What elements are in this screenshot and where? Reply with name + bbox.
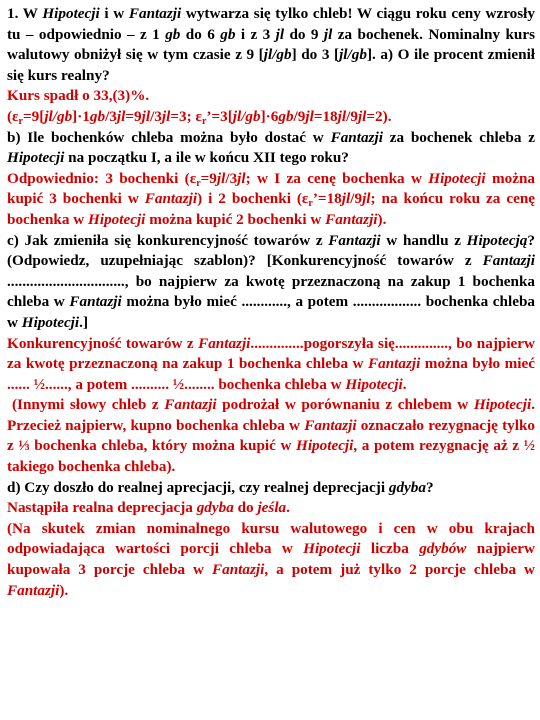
text-run: w handlu z <box>380 231 467 249</box>
italic-term: Hipotecji <box>428 169 486 187</box>
text-run: Kurs spadł o 33,(3)%. <box>7 87 150 105</box>
text-run: , a potem rezygnację aż z ½ takiego bochenka chleba). <box>7 437 535 476</box>
text-run: ’=3[ <box>206 107 233 125</box>
text-run: =9 <box>200 169 217 187</box>
italic-term: jl <box>237 169 246 187</box>
text-run: ..............pogorszyła się.............., bo najpierw za kwotę przeznaczoną na zakup 1 bochenka chleba w <box>7 334 535 373</box>
text-run: ]. a) O ile procent zmienił się kurs realny? <box>7 46 536 84</box>
text-run: można kupić 3 bochenki w <box>7 169 535 208</box>
italic-term: jl <box>161 107 171 125</box>
italic-term: jl <box>323 25 333 43</box>
text-run: =2). <box>366 107 392 125</box>
text-run: =9 <box>125 107 142 125</box>
paragraph-a1 <box>7 86 535 107</box>
italic-term: jl/gb <box>232 107 261 125</box>
text-run: za bochenek chleba z <box>382 128 535 146</box>
paragraph-a1c <box>7 334 535 396</box>
italic-term: jl <box>275 25 285 43</box>
italic-term: jl <box>357 107 367 125</box>
text-run: Konkurencyjność towarów z <box>7 334 199 352</box>
italic-term: Fantazji <box>212 561 265 579</box>
italic-term: Hipotecji <box>345 375 403 393</box>
italic-term: gdybów <box>419 540 467 558</box>
text-run: (Na skutek zmian nominalnego kursu walutowego i cen w obu krajach odpowiadająca wartości porcji chleba w <box>7 519 535 558</box>
italic-term: Fantazji <box>198 334 251 352</box>
italic-term: Hipotecji <box>296 437 354 455</box>
paragraph-a1-calc <box>7 107 535 128</box>
italic-term: Fantazji <box>328 231 381 249</box>
italic-term: gdyba <box>388 478 426 496</box>
italic-term: Fantazji <box>144 190 198 208</box>
italic-term: Hipotecją <box>466 231 528 249</box>
text-run: ] do 3 [ <box>291 46 340 64</box>
text-run: najpierw kupowała 3 porcje chleba w <box>7 540 535 579</box>
italic-term: Fantazji <box>367 355 421 373</box>
italic-term: Fantazji <box>330 128 383 146</box>
text-run: za bochenek. Nominalny kurs walutowy obniżył się w tym czasie z 9 [ <box>7 25 536 64</box>
subscript: r <box>18 115 23 127</box>
text-run: i z 3 <box>235 25 276 43</box>
text-run: Nastąpiła realna deprecjacja <box>7 499 197 517</box>
text-run: ; w I za cenę bochenka w <box>245 169 429 187</box>
text-run: . <box>402 375 407 393</box>
text-run: ]·6 <box>260 107 279 125</box>
italic-term: gdyba <box>196 499 234 517</box>
text-run: podrożał w porównaniu z chlebem w <box>216 396 474 414</box>
italic-term: jl <box>216 169 226 187</box>
text-run: /9 <box>350 190 363 208</box>
paragraph-q1c <box>7 231 535 334</box>
text-run: ..............................., bo najpierw za kwotę przeznaczoną na zakup 1 bochenka chleba w <box>7 272 535 311</box>
text-run: liczba <box>360 540 420 558</box>
text-run: .] <box>79 313 88 331</box>
paragraph-q1b <box>7 128 535 169</box>
italic-term: jeśla <box>257 499 287 517</box>
subscript: r <box>201 115 207 127</box>
text-run: ? <box>425 478 434 496</box>
text-run: (ε <box>7 107 19 125</box>
text-run: można kupić 2 bochenki w <box>145 210 326 228</box>
italic-term: gb <box>220 25 236 43</box>
text-run: /3 <box>225 169 238 187</box>
subscript: r <box>308 198 313 210</box>
text-run: d) Czy doszło do realnej aprecjacji, czy realnej deprecjacji <box>7 478 389 496</box>
text-run: ’=18 <box>312 190 342 208</box>
text-run: ). <box>377 210 387 228</box>
paragraph-a1d <box>7 498 535 519</box>
italic-term: jl <box>305 107 314 125</box>
italic-term: Fantazji <box>304 416 357 434</box>
paragraph-a1c-note <box>7 395 535 477</box>
italic-term: Hipotecji <box>21 313 80 331</box>
paragraph-q1 <box>7 4 535 86</box>
italic-term: jl <box>341 190 351 208</box>
text-run: do 9 <box>284 25 324 43</box>
italic-term: jl/gb <box>263 46 292 64</box>
italic-term: jl <box>141 107 151 125</box>
italic-term: Fantazji <box>325 210 378 228</box>
italic-term: jl/gb <box>44 107 73 125</box>
text-run: można było mieć ............, a potem .................. bochenka chleba w <box>7 293 536 331</box>
italic-term: gb <box>89 107 106 125</box>
text-run: c) Jak zmieniła się konkurencyjność towarów z <box>7 231 329 249</box>
text-run: (Innymi słowy chleb z <box>12 396 165 414</box>
text-run: do 6 <box>180 25 221 43</box>
text-run: =3; ε <box>170 107 202 125</box>
text-run: ? (Odpowiedz, uzupełniając szablon)? [Konkurencyjność towarów z <box>7 231 535 270</box>
italic-term: jl/gb <box>339 46 367 64</box>
italic-term: jl <box>116 107 126 125</box>
exercise-document <box>7 4 535 601</box>
italic-term: Hipotecji <box>303 540 361 558</box>
text-run: /9 <box>293 107 306 125</box>
paragraph-a1d-note <box>7 519 535 601</box>
text-run: /3 <box>150 107 162 125</box>
italic-term: Fantazji <box>69 293 122 311</box>
italic-term: Fantazji <box>482 252 535 270</box>
italic-term: jl <box>362 190 371 208</box>
text-run: . Przecież najpierw, kupno bochenka chleba w <box>7 396 535 434</box>
italic-term: gb <box>278 107 294 125</box>
paragraph-q1d <box>7 478 535 499</box>
text-run: oznaczało rezygnację tylko z ⅓ bochenka chleba, który można kupić w <box>7 416 536 455</box>
text-run: ]·1 <box>72 107 90 125</box>
italic-term: Fantazji <box>7 581 60 599</box>
text-run: wytwarza się tylko chleb! W ciągu roku ceny wzrosły tu – odpowiednio – z 1 <box>7 5 535 43</box>
text-run: =9[ <box>23 107 45 125</box>
text-run: , a potem już tylko 2 porcje chleba w <box>264 561 535 579</box>
text-run: ) i 2 bochenki (ε <box>197 190 309 208</box>
text-run: /3 <box>105 107 117 125</box>
subscript: r <box>196 177 201 189</box>
paragraph-a1b <box>7 169 535 231</box>
text-run: można było mieć ...... ½......, a potem .......... ½........ bochenka chleba w <box>7 355 535 393</box>
text-run: do <box>233 499 258 517</box>
italic-term: Hipotecji <box>42 5 100 22</box>
text-run: ; na końcu roku za cenę bochenka w <box>7 190 536 228</box>
text-run: Odpowiednio: 3 bochenki (ε <box>7 169 197 187</box>
text-run: 1. W <box>7 5 43 22</box>
italic-term: gb <box>165 25 181 43</box>
text-run: . <box>286 499 290 517</box>
text-run: b) Ile bochenków chleba można było dostać w <box>7 128 331 146</box>
text-run: /9 <box>346 107 358 125</box>
italic-term: Fantazji <box>128 5 182 22</box>
text-run: =18 <box>313 107 338 125</box>
italic-term: Fantazji <box>164 396 217 414</box>
italic-term: jl <box>337 107 347 125</box>
text-run: na początku I, a ile w końcu XII tego roku? <box>64 149 349 167</box>
text-run: ). <box>59 581 69 599</box>
italic-term: Hipotecji <box>473 396 532 414</box>
italic-term: Hipotecji <box>88 210 146 228</box>
text-run: i w <box>99 5 129 22</box>
italic-term: Hipotecji <box>7 149 65 167</box>
